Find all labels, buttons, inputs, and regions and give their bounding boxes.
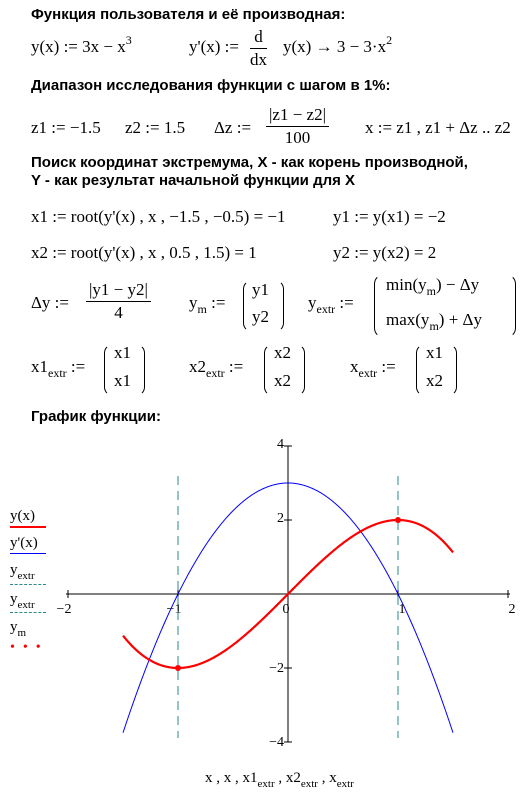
x2extr-left-paren: [264, 344, 273, 396]
legend-label-yextr-1: $y_{extr}$: [10, 562, 35, 582]
derivative-rhs: $y(x) \to 3 - 3\cdot x^2$: [283, 33, 393, 56]
heading-extremum-2: Y - как результат начальной функции для X: [31, 172, 356, 189]
x1extr-right-paren: [136, 344, 145, 396]
legend-label-ym: $y_m$: [10, 619, 27, 639]
x1extr-lhs: $x1_{extr}$ :=: [31, 357, 86, 380]
yextr-lhs: $y_{extr}$ :=: [308, 293, 354, 316]
legend-line-dy: [10, 553, 46, 554]
dy-lhs: Δy :=: [31, 293, 69, 312]
heading-user-function: Функция пользователя и её производная:: [31, 6, 346, 23]
legend-line-y: [10, 526, 46, 528]
function-definition: y(x) := $3x - x^3$: [31, 33, 132, 56]
y-tick-label: −2: [269, 661, 284, 676]
x2-root: x2 := root(y'(x) , x , 0.5 , 1.5) = 1: [31, 243, 257, 262]
heading-graph: График функции:: [31, 408, 161, 425]
x-tick-label: 0: [282, 602, 290, 617]
x1extr-left-paren: [104, 344, 113, 396]
x-tick-label: −1: [166, 602, 182, 617]
xextr-value-1: x1: [426, 343, 443, 362]
ym-right-paren: [275, 280, 284, 332]
xextr-lhs: $x_{extr}$ :=: [350, 357, 396, 380]
xextr-value-2: x2: [426, 371, 443, 390]
legend-label-y: y(x): [10, 508, 35, 524]
x1extr-value-1: x1: [114, 343, 131, 362]
ym-left-paren: [243, 280, 252, 332]
extremum-point: [175, 665, 181, 671]
ym-value-2: y2: [252, 307, 269, 326]
heading-range: Диапазон исследования функции с шагом в 1%:: [31, 77, 391, 94]
z1-definition: z1 := −1.5: [31, 118, 101, 137]
legend-label-dy: y'(x): [10, 535, 38, 551]
dy-fraction: $\frac{|y1 - y2|}{4}$: [86, 279, 151, 324]
ym-value-1: y1: [252, 280, 269, 299]
y-tick-label: −4: [269, 735, 284, 750]
xextr-left-paren: [416, 344, 425, 396]
x2extr-right-paren: [296, 344, 305, 396]
legend-label-yextr-2: $y_{extr}$: [10, 591, 35, 611]
function-curve: [123, 520, 453, 668]
x2extr-lhs: $x2_{extr}$ :=: [189, 357, 244, 380]
dz-lhs: Δz :=: [214, 118, 252, 137]
x-tick-label: 1: [398, 602, 406, 617]
legend-dots-ym: •••: [10, 640, 49, 655]
heading-extremum-1: Поиск координат экстремума, X - как корень производной,: [31, 154, 468, 171]
derivative-operator: $\frac{d}{dx}$: [250, 27, 267, 69]
extremum-point: [395, 517, 401, 523]
yextr-right-paren: [506, 274, 516, 338]
yextr-row-1: $\min(y_m) - \Delta y$: [386, 275, 480, 298]
legend-line-yextr-1: [10, 584, 46, 585]
derivative-lhs: y'(x) :=: [189, 37, 239, 56]
yextr-row-2: $\max(y_m) + \Delta y$: [386, 310, 482, 333]
z2-definition: z2 := 1.5: [125, 118, 186, 137]
y2-value: y2 := y(x2) = 2: [333, 243, 437, 262]
ym-lhs: $y_m$ :=: [189, 293, 226, 316]
y-tick-label: 2: [277, 511, 284, 526]
x2extr-value-2: x2: [274, 371, 291, 390]
x-tick-label: 2: [508, 602, 516, 617]
x1extr-value-2: x1: [114, 371, 131, 390]
x-range-definition: x := z1 , z1 + Δz .. z2: [365, 118, 511, 137]
x-tick-label: −2: [56, 602, 72, 617]
derivative-curve: [123, 483, 453, 733]
dz-fraction: $\frac{|z1 - z2|}{100}$: [266, 104, 329, 149]
x-axis-label: x , x , $x1_{extr}$ , $x2_{extr}$ , $x_{extr}$: [205, 770, 354, 790]
y-tick-label: 4: [277, 437, 284, 452]
x2extr-value-1: x2: [274, 343, 291, 362]
yextr-left-paren: [374, 274, 384, 338]
y1-value: y1 := y(x1) = −2: [333, 207, 446, 226]
xextr-right-paren: [448, 344, 457, 396]
x1-root: x1 := root(y'(x) , x , −1.5 , −0.5) = −1: [31, 207, 286, 226]
legend-line-yextr-2: [10, 612, 46, 613]
